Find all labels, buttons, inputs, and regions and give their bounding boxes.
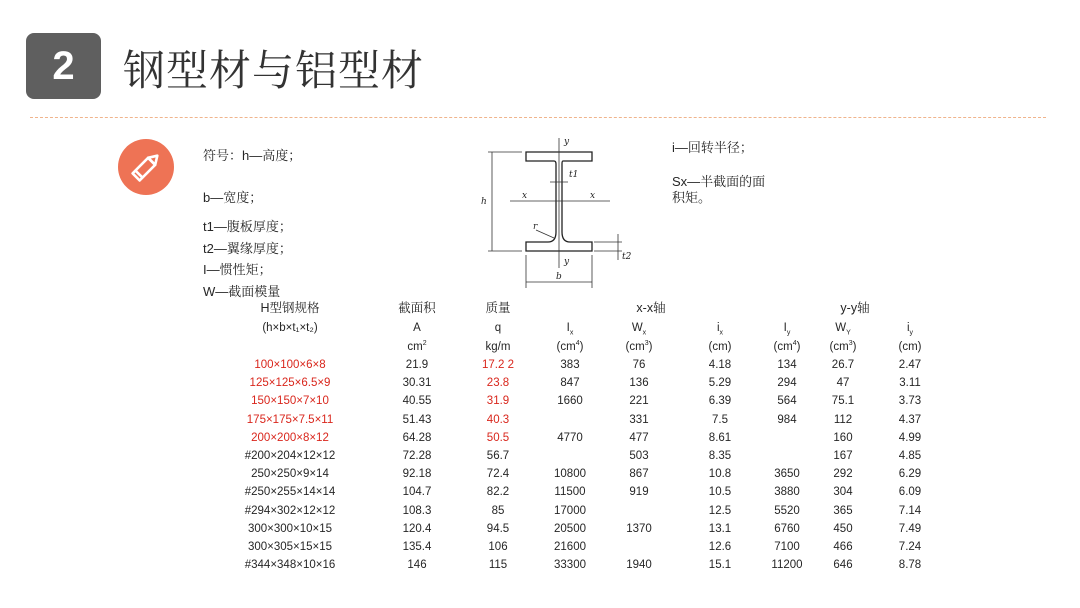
label-y-bottom: y — [564, 257, 570, 267]
table-cell-Ix: 10800 — [554, 468, 586, 481]
legend-sx-cont: 积矩。 — [672, 190, 712, 205]
table-cell-A: 21.9 — [405, 359, 429, 371]
slide-title: 钢型材与铝型材 — [123, 46, 425, 95]
hdr-iy-sym: $I_y$ — [783, 322, 791, 337]
table-cell-ix: 6.39 — [708, 395, 732, 408]
table-cell-Wy: 75.1 — [831, 395, 855, 408]
table-cell-Wy: 47 — [836, 377, 850, 390]
hdr-rx-unit: (cm) — [708, 341, 732, 353]
label-r: r — [533, 222, 538, 232]
table-cell-Wy: 292 — [833, 468, 853, 481]
table-cell-iy: 8.78 — [898, 559, 922, 572]
table-cell-Iy: 11200 — [771, 559, 803, 572]
hdr-mass-unit: kg/m — [485, 341, 511, 353]
table-cell-Wx: 477 — [629, 431, 649, 444]
table-cell-ix: 7.5 — [712, 413, 728, 426]
table-cell-spec: 250×250×9×14 — [251, 468, 329, 481]
table-cell-Iy: 6760 — [774, 522, 800, 535]
table-cell-spec: 125×125×6.5×9 — [249, 377, 331, 390]
hdr-wx-unit: $(cm^3)$ — [625, 340, 653, 353]
table-cell-ix: 15.1 — [708, 559, 732, 572]
table-cell-spec: 100×100×6×8 — [254, 359, 326, 371]
hdr-spec: H型钢规格 — [260, 301, 320, 315]
legend-t2: t2—翼缘厚度； — [203, 241, 292, 256]
hdr-mass-sym: q — [494, 322, 502, 334]
table-cell-spec: 300×300×10×15 — [247, 522, 333, 535]
table-cell-q: 23.8 — [486, 377, 510, 390]
table-cell-q: 40.3 — [486, 413, 510, 426]
table-cell-q: 56.7 — [486, 450, 510, 462]
hdr-ry-sym: $i_y$ — [906, 322, 914, 337]
table-cell-ix: 10.5 — [708, 486, 732, 499]
table-cell-spec: #294×302×12×12 — [244, 504, 336, 517]
table-cell-ix: 8.35 — [708, 450, 732, 462]
hdr-area-unit: $cm^2$ — [407, 340, 427, 353]
table-cell-spec: 175×175×7.5×11 — [246, 413, 334, 426]
hdr-iy-unit: $(cm^4)$ — [773, 340, 801, 353]
table-cell-Wy: 167 — [833, 450, 853, 462]
hdr-wy-sym: $W_Y$ — [835, 322, 851, 337]
table-cell-q: 82.2 — [486, 486, 510, 499]
hdr-ix-unit: $(cm^4)$ — [556, 340, 584, 353]
table-cell-Wx: 503 — [629, 450, 649, 462]
table-cell-spec: 150×150×7×10 — [251, 395, 329, 408]
table-cell-Iy: 7100 — [774, 541, 800, 553]
table-cell-Wx: 867 — [629, 468, 649, 481]
table-cell-spec: #250×255×14×14 — [244, 486, 336, 499]
table-cell-spec: #344×348×10×16 — [244, 559, 336, 572]
label-y-top: y — [564, 137, 570, 147]
h-beam-diagram — [470, 130, 640, 292]
table-cell-A: 51.43 — [402, 413, 432, 426]
table-cell-spec: #200×204×12×12 — [244, 450, 336, 462]
table-cell-A: 146 — [407, 559, 427, 572]
table-cell-Ix: 383 — [560, 359, 580, 371]
slide-number: 2 — [52, 43, 75, 88]
table-cell-spec: 300×305×15×15 — [247, 541, 333, 553]
legend-h: 符号：h—高度； — [203, 148, 302, 163]
table-cell-A: 30.31 — [402, 377, 432, 390]
table-cell-Iy: 3880 — [774, 486, 800, 499]
hdr-wy-unit: $(cm^3)$ — [829, 340, 857, 353]
table-cell-Iy: 5520 — [774, 504, 800, 517]
table-cell-Wy: 365 — [833, 504, 853, 517]
table-cell-Iy: 294 — [777, 377, 797, 390]
hdr-spec-formula: (h×b×t₁×t₂) — [262, 322, 318, 334]
table-cell-Wx: 1940 — [626, 559, 652, 572]
table-cell-q: 94.5 — [486, 522, 510, 535]
table-cell-ix: 10.8 — [708, 468, 732, 481]
table-cell-Wy: 112 — [833, 413, 853, 426]
legend-i: I—惯性矩； — [203, 262, 272, 277]
legend-sx: Sx—半截面的面 — [672, 174, 766, 189]
hdr-ry-unit: (cm) — [898, 341, 922, 353]
table-cell-Ix: 1660 — [557, 395, 583, 408]
table-cell-Wx: 331 — [629, 413, 649, 426]
table-cell-Wy: 304 — [833, 486, 853, 499]
table-cell-q: 106 — [488, 541, 508, 553]
table-cell-A: 108.3 — [402, 504, 432, 517]
table-cell-A: 104.7 — [402, 486, 432, 499]
dashed-divider — [30, 117, 1046, 118]
hdr-xx-axis: x-x轴 — [636, 301, 666, 315]
table-cell-iy: 6.09 — [898, 486, 922, 499]
label-x-left: x — [522, 191, 528, 201]
table-cell-Wy: 646 — [833, 559, 853, 572]
table-cell-Wx: 136 — [629, 377, 649, 390]
table-cell-Wy: 450 — [833, 522, 853, 535]
table-cell-Wx: 76 — [632, 359, 646, 371]
table-cell-q: 31.9 — [486, 395, 510, 408]
table-cell-iy: 2.47 — [898, 359, 922, 371]
table-cell-Wy: 160 — [833, 431, 853, 444]
table-cell-Iy: 3650 — [774, 468, 800, 481]
label-t2: t2 — [622, 252, 632, 262]
table-cell-ix: 12.5 — [708, 504, 732, 517]
table-cell-q: 50.5 — [486, 431, 510, 444]
hdr-rx-sym: $i_x$ — [716, 322, 724, 337]
hdr-yy-axis: y-y轴 — [840, 301, 870, 315]
label-x-right: x — [590, 191, 596, 201]
hdr-area: 截面积 — [398, 301, 436, 315]
label-b: b — [556, 272, 562, 282]
table-cell-ix: 8.61 — [708, 431, 732, 444]
label-h: h — [481, 197, 487, 207]
table-cell-Iy: 564 — [777, 395, 797, 408]
table-cell-Wx: 1370 — [626, 522, 652, 535]
table-cell-Iy: 134 — [777, 359, 797, 371]
table-cell-Wx: 221 — [629, 395, 649, 408]
hdr-ix-sym: $I_x$ — [566, 322, 574, 337]
table-cell-iy: 7.24 — [898, 541, 922, 553]
table-cell-Ix: 847 — [560, 377, 580, 390]
table-cell-q: 115 — [488, 559, 508, 572]
table-cell-iy: 4.99 — [898, 431, 922, 444]
legend-t1: t1—腹板厚度； — [203, 219, 292, 234]
table-cell-A: 135.4 — [402, 541, 432, 553]
table-cell-q: 85 — [491, 504, 505, 517]
pencil-icon — [118, 139, 174, 195]
table-cell-A: 40.55 — [402, 395, 432, 408]
hdr-mass: 质量 — [485, 301, 511, 315]
table-cell-A: 120.4 — [402, 522, 432, 535]
legend-b: b—宽度； — [203, 190, 263, 205]
table-cell-q: 72.4 — [486, 468, 510, 481]
table-cell-ix: 4.18 — [708, 359, 732, 371]
table-cell-iy: 7.49 — [898, 522, 922, 535]
table-cell-Ix: 11500 — [554, 486, 586, 499]
table-cell-Iy: 984 — [777, 413, 797, 426]
table-cell-Wy: 26.7 — [831, 359, 855, 371]
table-cell-iy: 4.37 — [898, 413, 922, 426]
table-cell-q: 17.2 2 — [482, 359, 514, 371]
hdr-area-sym: A — [413, 322, 421, 334]
table-cell-Ix: 17000 — [554, 504, 586, 517]
table-cell-A: 72.28 — [402, 450, 432, 462]
legend-w: W—截面模量 — [203, 284, 281, 299]
table-cell-ix: 13.1 — [708, 522, 732, 535]
table-cell-Ix: 33300 — [554, 559, 586, 572]
table-cell-ix: 12.6 — [708, 541, 732, 553]
table-cell-iy: 7.14 — [898, 504, 922, 517]
hdr-wx-sym: $W_x$ — [631, 322, 647, 337]
table-cell-iy: 3.11 — [899, 377, 921, 390]
label-t1: t1 — [569, 170, 579, 180]
table-cell-A: 64.28 — [402, 431, 432, 444]
table-cell-Ix: 20500 — [554, 522, 586, 535]
table-cell-A: 92.18 — [402, 468, 432, 481]
table-cell-Wx: 919 — [629, 486, 649, 499]
slide-number-badge — [26, 33, 101, 99]
table-cell-Ix: 4770 — [557, 431, 583, 444]
legend-radius: i—回转半径； — [672, 140, 753, 155]
table-cell-ix: 5.29 — [708, 377, 732, 390]
table-cell-iy: 6.29 — [898, 468, 922, 481]
table-cell-Wy: 466 — [833, 541, 853, 553]
table-cell-Ix: 21600 — [554, 541, 586, 553]
table-cell-iy: 3.73 — [898, 395, 922, 408]
table-cell-iy: 4.85 — [898, 450, 922, 462]
table-cell-spec: 200×200×8×12 — [251, 431, 329, 444]
